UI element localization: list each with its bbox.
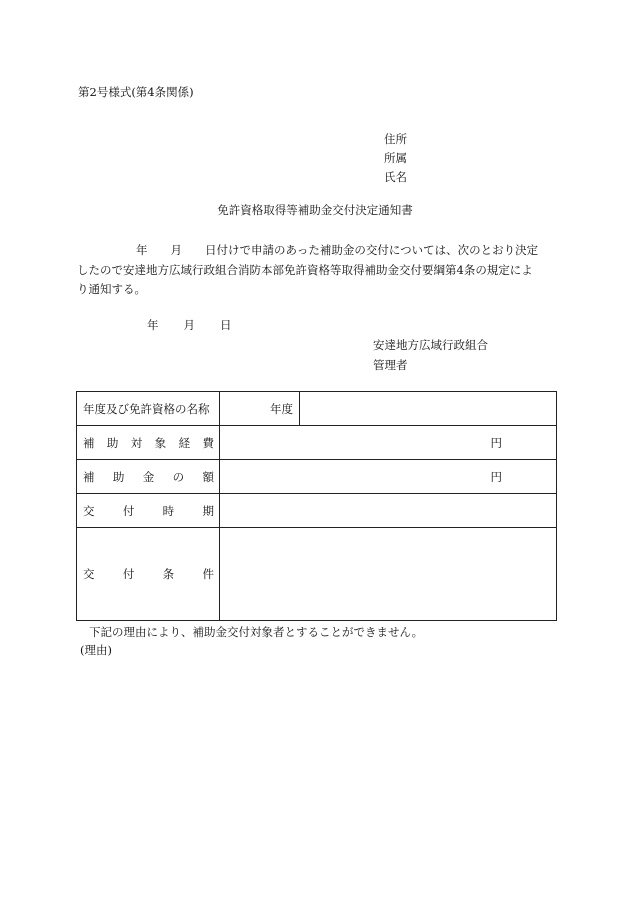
label-char: 交 bbox=[83, 503, 95, 518]
grant-amount-label-cell bbox=[77, 460, 220, 494]
grant-info-table bbox=[76, 391, 557, 621]
label-char: 補 bbox=[83, 435, 95, 450]
issue-date-day: 日 bbox=[220, 318, 232, 332]
body-line-2: したので安達地方広域行政組合消防本部免許資格等取得補助金交付要綱第4条の規定によ bbox=[77, 262, 533, 277]
table-row bbox=[77, 528, 557, 621]
qualification-name-label: 年度及び免許資格の名称 bbox=[83, 401, 210, 416]
issue-date-year: 年 bbox=[147, 318, 159, 332]
issuer-organization: 安達地方広域行政組合 bbox=[373, 338, 488, 352]
label-char: 期 bbox=[202, 503, 214, 518]
issuer-title: 管理者 bbox=[373, 358, 408, 372]
document-title: 免許資格取得等補助金交付決定通知書 bbox=[217, 203, 413, 217]
eligible-cost-label-cell bbox=[77, 426, 220, 460]
grant-conditions-label-cell bbox=[77, 528, 220, 621]
label-char: 件 bbox=[202, 567, 214, 581]
table-row bbox=[77, 392, 557, 426]
issue-date bbox=[147, 320, 232, 332]
label-char: 補 bbox=[83, 469, 95, 484]
fiscal-year-label: 年度 bbox=[220, 392, 300, 426]
label-char: の bbox=[172, 469, 185, 484]
eligible-cost-label bbox=[77, 435, 219, 451]
eligible-cost-value[interactable]: 円 bbox=[220, 426, 557, 460]
grant-amount-label bbox=[77, 469, 219, 485]
label-char: 時 bbox=[162, 503, 175, 518]
label-char: 額 bbox=[202, 469, 214, 484]
label-char: 助 bbox=[106, 435, 119, 450]
recipient-block bbox=[384, 130, 407, 187]
label-char: 助 bbox=[112, 469, 125, 484]
label-char: 交 bbox=[83, 567, 95, 581]
table-row bbox=[77, 426, 557, 460]
grant-timing-label bbox=[77, 503, 219, 519]
body-paragraph bbox=[77, 241, 557, 300]
label-char: 付 bbox=[122, 503, 135, 518]
label-char: 経 bbox=[178, 435, 191, 450]
grant-conditions-label bbox=[77, 566, 219, 582]
table-row bbox=[77, 494, 557, 528]
label-char: 金 bbox=[142, 469, 155, 484]
qualification-name-value[interactable] bbox=[300, 392, 557, 426]
grant-amount-value[interactable]: 円 bbox=[220, 460, 557, 494]
label-char: 象 bbox=[154, 435, 167, 450]
grant-timing-value[interactable] bbox=[220, 494, 557, 528]
rejection-notice: 下記の理由により、補助金交付対象者とすることができません。 bbox=[89, 625, 424, 639]
body-line-3: り通知する。 bbox=[77, 282, 146, 296]
body-line-1: 年 月 日付けで申請のあった補助金の交付については、次のとおり決定 bbox=[136, 243, 539, 257]
label-char: 条 bbox=[162, 567, 175, 581]
affiliation-label: 所属 bbox=[384, 151, 407, 165]
issuer-block bbox=[373, 335, 488, 375]
label-char: 対 bbox=[130, 435, 143, 450]
label-char: 費 bbox=[202, 435, 214, 450]
form-number: 第2号様式(第4条関係) bbox=[78, 85, 194, 99]
grant-conditions-value[interactable] bbox=[220, 528, 557, 621]
issue-date-month: 月 bbox=[183, 318, 195, 332]
table-row bbox=[77, 460, 557, 494]
reason-label: (理由) bbox=[80, 643, 112, 657]
address-label: 住所 bbox=[384, 132, 407, 146]
qualification-name-label-cell bbox=[77, 392, 220, 426]
name-label: 氏名 bbox=[384, 170, 407, 184]
grant-timing-label-cell bbox=[77, 494, 220, 528]
label-char: 付 bbox=[122, 567, 135, 581]
